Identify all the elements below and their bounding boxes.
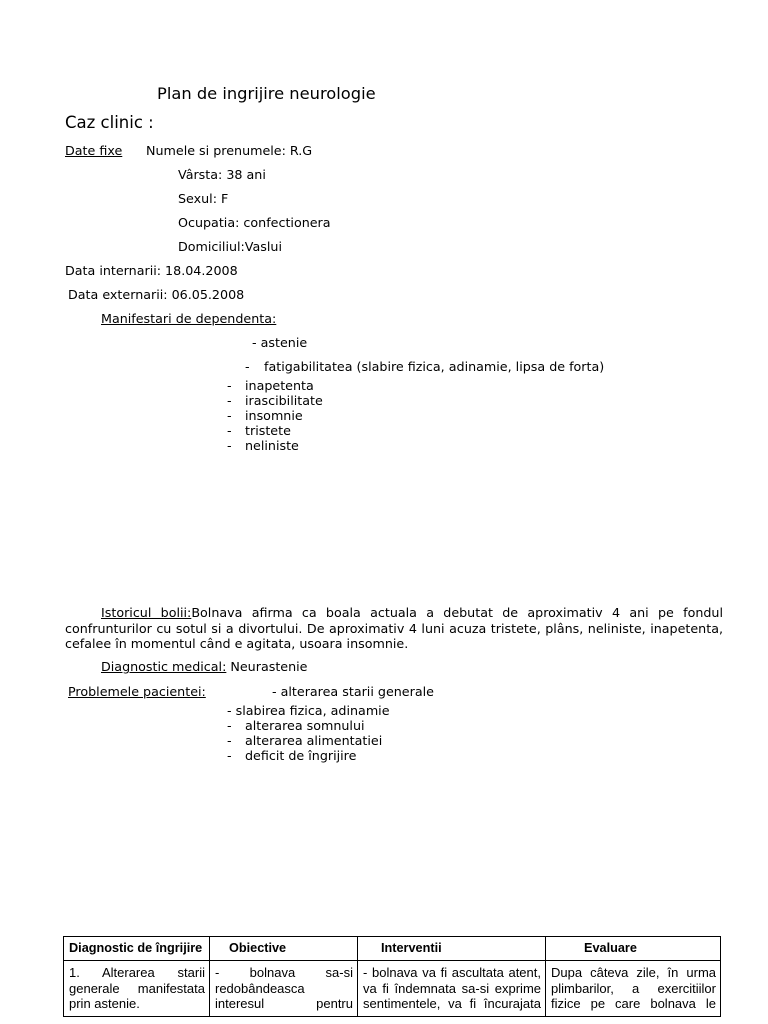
document-title: Plan de ingrijire neurologie	[157, 84, 376, 103]
diagnosis-line	[101, 659, 307, 674]
list-item-text: alterarea alimentatiei	[245, 733, 383, 748]
list-bullet: -	[227, 408, 232, 423]
table-header-row	[64, 937, 721, 961]
patient-name: Numele si prenumele: R.G	[146, 143, 313, 158]
list-item	[227, 393, 323, 408]
list-bullet: -	[245, 359, 250, 374]
list-item	[227, 408, 303, 423]
history-label: Istoricul bolii:	[101, 605, 192, 620]
patient-residence: Domiciliul:Vaslui	[178, 239, 282, 254]
list-bullet: -	[227, 423, 232, 438]
table-row	[64, 961, 721, 1017]
list-bullet: -	[227, 438, 232, 453]
cell-objectives: - bolnava sa-si redobândeasca interesul pentru	[210, 961, 358, 1017]
diagnosis-value: Neurastenie	[230, 659, 308, 674]
case-heading: Caz clinic :	[65, 113, 154, 132]
list-item	[227, 718, 365, 733]
list-bullet: -	[227, 378, 232, 393]
list-bullet: -	[227, 733, 232, 748]
cell-diagnostic: 1. Alterarea starii generale manifestata prin astenie.	[64, 961, 210, 1017]
admission-date: Data internarii: 18.04.2008	[65, 263, 238, 278]
list-bullet: -	[227, 393, 232, 408]
header-cell-diagnostic: Diagnostic de îngrijire	[64, 937, 210, 961]
cell-evaluation: Dupa câteva zile, în urma plimbarilor, a exercitiilor fizice pe care bolnava le	[546, 961, 721, 1017]
care-plan-table	[63, 936, 720, 1017]
dependence-item-fatigue	[245, 359, 604, 374]
care-plan-grid	[63, 936, 721, 1017]
history-line: confrunturilor cu sotul si a divortului. De aproximativ 4 luni acuza tristete, plâns, neliniste, inapetenta,	[65, 621, 723, 636]
list-item	[227, 733, 382, 748]
discharge-date: Data externarii: 06.05.2008	[68, 287, 245, 302]
problems-label: Problemele pacientei:	[68, 684, 206, 699]
patient-age: Vârsta: 38 ani	[178, 167, 266, 182]
problem-item: - slabirea fizica, adinamie	[227, 703, 390, 718]
list-item-text: fatigabilitatea (slabire fizica, adinamie, lipsa de forta)	[264, 359, 605, 374]
history-text: Bolnava afirma ca boala actuala a debutat de aproximativ 4 ani pe fondul	[191, 605, 723, 620]
patient-occupation: Ocupatia: confectionera	[178, 215, 331, 230]
patient-sex: Sexul: F	[178, 191, 229, 206]
list-bullet: -	[227, 718, 232, 733]
history-line: cefalee în momentul când e agitata, usoara insomnie.	[65, 636, 409, 651]
fixed-data-label: Date fixe	[65, 143, 123, 158]
list-item-text: irascibilitate	[245, 393, 323, 408]
history-line	[101, 605, 723, 620]
list-item	[227, 423, 291, 438]
header-cell-evaluation: Evaluare	[546, 937, 721, 961]
list-item	[227, 748, 356, 763]
list-item	[227, 438, 299, 453]
list-bullet: -	[227, 748, 232, 763]
cell-interventions: - bolnava va fi ascultata atent, va fi îndemnata sa-si exprime sentimentele, va fi încurajata	[358, 961, 546, 1017]
diagnosis-label: Diagnostic medical:	[101, 659, 227, 674]
header-cell-interventions: Interventii	[358, 937, 546, 961]
list-item-text: inapetenta	[245, 378, 314, 393]
list-item-text: alterarea somnului	[245, 718, 365, 733]
dependence-item-astenie: - astenie	[252, 335, 308, 350]
list-item-text: insomnie	[245, 408, 303, 423]
list-item	[227, 378, 314, 393]
header-cell-objectives: Obiective	[210, 937, 358, 961]
problem-item: - alterarea starii generale	[272, 684, 434, 699]
dependence-label: Manifestari de dependenta:	[101, 311, 277, 326]
list-item-text: deficit de îngrijire	[245, 748, 357, 763]
list-item-text: tristete	[245, 423, 291, 438]
list-item-text: neliniste	[245, 438, 299, 453]
